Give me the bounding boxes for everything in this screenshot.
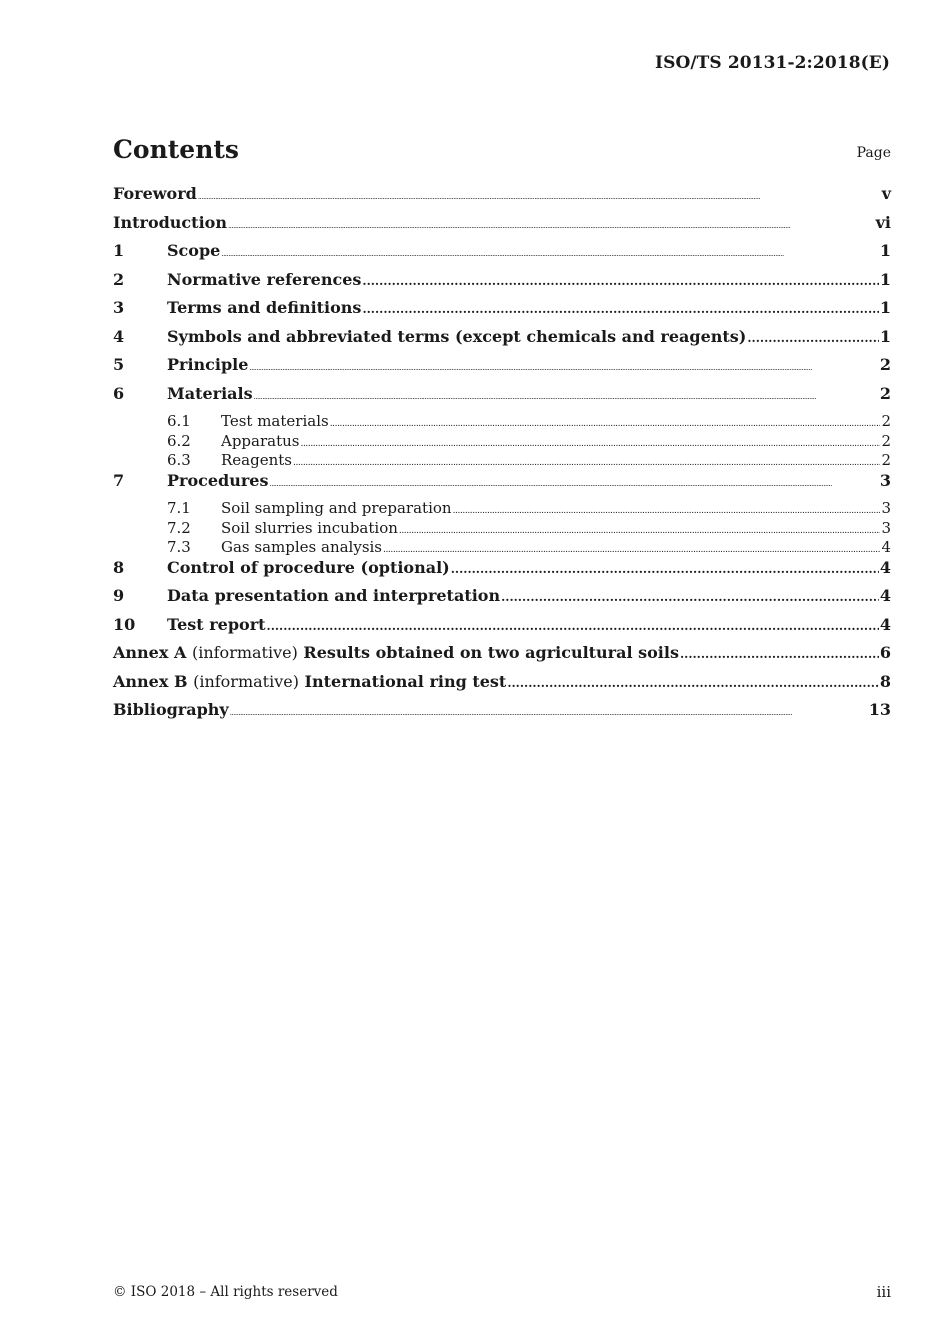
dot-leader [230,700,868,719]
entry-page-number[interactable]: vi [875,212,891,232]
entry-number: 7.2 [167,518,191,537]
dot-leader [300,432,880,450]
toc-annex-entry[interactable] [113,672,891,701]
entry-label[interactable]: Terms and definitions [167,298,362,317]
entry-label[interactable]: Foreword [113,184,197,203]
entry-page-number[interactable]: 1 [879,241,891,260]
toc-subentry[interactable] [113,499,891,519]
annex-type: (informative) [193,671,299,691]
entry-page-number[interactable]: 2 [881,451,891,469]
entry-label[interactable]: Data presentation and interpretation [167,586,501,605]
entry-label[interactable]: Gas samples analysis [221,538,383,556]
toc-entry[interactable] [113,471,891,500]
dot-leader [453,499,881,517]
toc-entry[interactable] [113,586,891,615]
entry-number: 3 [113,298,125,317]
entry-number: 7 [113,470,125,490]
entry-number: 6 [113,383,125,403]
document-id: ISO/TS 20131-2:2018(E) [655,53,890,73]
dot-leader [249,355,878,374]
entry-page-number[interactable]: 4 [881,538,891,556]
entry-number: 2 [113,269,125,289]
toc-entry[interactable] [113,384,891,413]
dot-leader [399,519,881,537]
entry-number: 9 [113,586,125,605]
annex-name: Annex A [113,643,187,662]
toc-entry[interactable] [113,270,891,299]
annex-title: International ring test [304,671,507,691]
dot-leader [293,451,880,469]
entry-page-number[interactable]: 2 [881,412,891,430]
entry-number: 7.3 [167,538,191,556]
entry-label[interactable]: Soil sampling and preparation [221,499,452,517]
toc-entry[interactable] [113,298,891,327]
entry-page-number[interactable]: 4 [879,586,891,605]
dot-leader [747,327,878,346]
entry-number: 10 [113,614,136,634]
dot-leader [507,672,879,691]
annex-label[interactable] [113,643,679,662]
entry-page-number[interactable]: v [881,184,891,203]
entry-label[interactable]: Symbols and abbreviated terms (except chemicals and reagents) [167,326,747,346]
bibliography-label[interactable]: Bibliography [113,700,229,719]
toc-subentry[interactable] [113,451,891,471]
entry-label[interactable]: Apparatus [221,431,300,450]
toc-subentry[interactable] [113,519,891,539]
entry-page-number[interactable]: 3 [881,518,891,537]
entry-label[interactable]: Test materials [221,412,329,430]
entry-page-number[interactable]: 4 [879,557,891,577]
page-number: iii [876,1283,891,1301]
annex-label[interactable] [113,672,506,691]
entry-page-number[interactable]: 2 [881,431,891,450]
entry-label[interactable]: Materials [167,383,253,403]
toc-entry[interactable] [113,355,891,384]
entry-page-number[interactable]: 8 [879,671,891,691]
entry-page-number[interactable]: 2 [879,355,891,374]
entry-label[interactable]: Scope [167,241,221,260]
dot-leader [267,615,879,634]
entry-page-number[interactable]: 1 [879,326,891,346]
dot-leader [451,558,879,577]
toc-bibliography-entry[interactable] [113,700,891,729]
toc-subentry[interactable] [113,412,891,432]
dot-leader [680,643,879,662]
page-column-label: Page [856,145,891,161]
toc-entry[interactable] [113,184,891,213]
dot-leader [270,471,879,490]
page-title: Contents [113,135,240,164]
annex-title: Results obtained on two agricultural soils [303,643,679,662]
entry-number: 6.3 [167,451,191,469]
annex-name: Annex B [113,671,188,691]
entry-number: 7.1 [167,499,191,517]
entry-page-number[interactable]: 2 [879,383,891,403]
toc-entry[interactable] [113,615,891,644]
entry-page-number[interactable]: 6 [879,643,891,662]
dot-leader [362,270,878,289]
dot-leader [330,412,881,430]
toc-subentry[interactable] [113,538,891,558]
entry-label[interactable]: Procedures [167,470,269,490]
table-of-contents [113,184,891,729]
copyright-notice: © ISO 2018 – All rights reserved [113,1284,338,1300]
dot-leader [254,384,879,403]
toc-subentry[interactable] [113,432,891,452]
dot-leader [501,586,879,605]
entry-number: 5 [113,355,125,374]
entry-label[interactable]: Soil slurries incubation [221,518,398,537]
entry-page-number[interactable]: 13 [868,700,891,719]
entry-number: 1 [113,241,125,260]
entry-page-number[interactable]: 3 [879,470,891,490]
entry-number: 8 [113,557,125,577]
entry-page-number[interactable]: 4 [879,614,891,634]
toc-annex-entry[interactable] [113,643,891,672]
annex-type: (informative) [191,643,298,662]
toc-entry[interactable] [113,241,891,270]
entry-label[interactable]: Principle [167,355,249,374]
toc-entry[interactable] [113,213,891,242]
entry-number: 6.1 [167,412,191,430]
dot-leader [383,538,880,556]
toc-entry[interactable] [113,327,891,356]
entry-page-number[interactable]: 1 [879,298,891,317]
entry-label[interactable]: Normative references [167,269,362,289]
entry-label[interactable]: Reagents [221,451,292,469]
dot-leader [362,298,878,317]
entry-page-number[interactable]: 3 [881,499,891,517]
entry-number: 6.2 [167,431,191,450]
toc-entry[interactable] [113,558,891,587]
dot-leader [228,213,875,232]
entry-label[interactable]: Test report [167,614,266,634]
entry-label[interactable]: Control of procedure (optional) [167,557,450,577]
contents-title-row [113,130,891,164]
entry-number: 4 [113,326,125,346]
dot-leader [221,241,879,260]
entry-page-number[interactable]: 1 [879,269,891,289]
dot-leader [198,184,881,203]
entry-label[interactable]: Introduction [113,212,227,232]
